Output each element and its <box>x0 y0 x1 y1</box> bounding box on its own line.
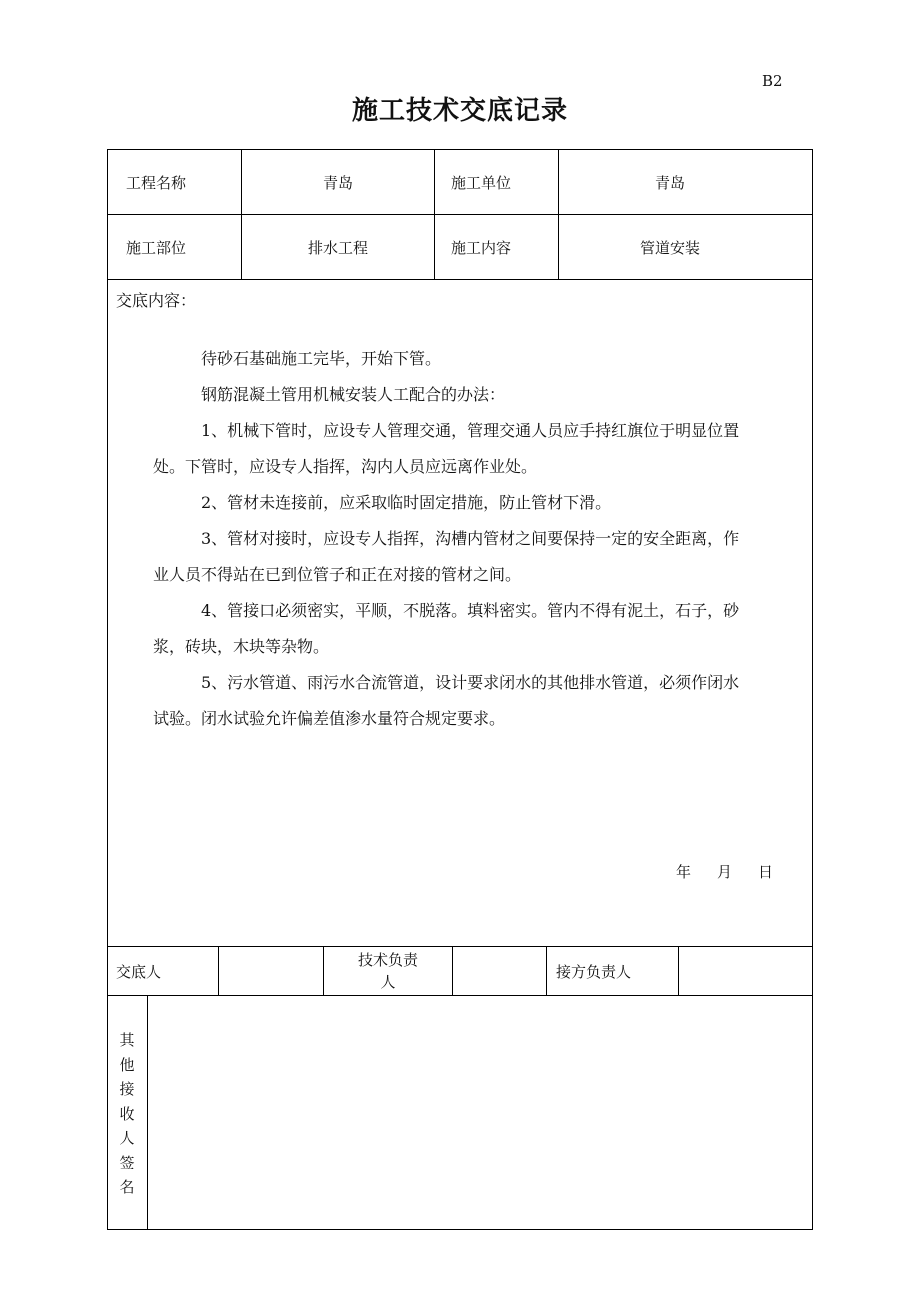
discloser-label: 交底人 <box>116 962 162 981</box>
row-divider <box>107 279 813 280</box>
tech-lead-label <box>324 947 452 995</box>
disclosure-content <box>153 341 753 737</box>
paragraph: 1、机械下管时，应设专人管理交通，管理交通人员应手持红旗位于明显位置处。下管时，应设专人指挥，沟内人员应远离作业处。 <box>153 421 740 476</box>
paragraph: 待砂石基础施工完毕，开始下管。 <box>201 349 442 368</box>
column-divider <box>546 946 547 995</box>
construction-part-value: 排水工程 <box>307 238 368 257</box>
receiver-lead-signature-field[interactable] <box>679 947 812 995</box>
other-receivers-signature-area[interactable] <box>148 996 812 1229</box>
date-day: 日 <box>758 863 774 881</box>
paragraph: 5、污水管道、雨污水合流管道，设计要求闭水的其他排水管道，必须作闭水试验。闭水试验允许偏差值渗水量符合规定要求。 <box>153 673 740 728</box>
label-char: 人 <box>119 1129 135 1147</box>
construction-content-label: 施工内容 <box>451 238 512 257</box>
date-line <box>676 861 773 882</box>
paragraph: 2、管材未连接前，应采取临时固定措施，防止管材下滑。 <box>201 493 612 512</box>
column-divider <box>434 149 435 279</box>
label-char: 接 <box>119 1080 135 1098</box>
construction-unit-label: 施工单位 <box>451 173 512 192</box>
date-month: 月 <box>717 863 733 881</box>
discloser-signature-field[interactable] <box>219 947 323 995</box>
other-receivers-label <box>108 1028 146 1200</box>
document-code: B2 <box>762 72 783 90</box>
paragraph: 钢筋混凝土管用机械安装人工配合的办法： <box>201 385 506 404</box>
label-char: 其 <box>119 1031 135 1049</box>
label-char: 签 <box>119 1153 135 1172</box>
document-title: 施工技术交底记录 <box>351 96 568 126</box>
disclosure-heading: 交底内容： <box>116 291 197 310</box>
receiver-lead-label: 接方负责人 <box>556 962 632 981</box>
paragraph: 4、管接口必须密实，平顺，不脱落。填料密实。管内不得有泥土，石子，砂浆，砖块，木块等杂物。 <box>153 601 740 656</box>
construction-content-value: 管道安装 <box>639 238 700 257</box>
project-name-label: 工程名称 <box>126 173 187 192</box>
label-char: 他 <box>119 1055 135 1074</box>
date-year: 年 <box>676 863 692 881</box>
tech-lead-label-line2: 人 <box>380 973 396 991</box>
tech-lead-signature-field[interactable] <box>453 947 546 995</box>
paragraph: 3、管材对接时，应设专人指挥，沟槽内管材之间要保持一定的安全距离，作业人员不得站在已到位管子和正在对接的管材之间。 <box>153 529 740 584</box>
tech-lead-label-line1: 技术负责 <box>357 951 418 969</box>
project-name-value: 青岛 <box>322 173 353 192</box>
construction-unit-value: 青岛 <box>654 173 685 192</box>
label-char: 名 <box>119 1178 135 1196</box>
construction-part-label: 施工部位 <box>126 238 187 257</box>
label-char: 收 <box>119 1104 135 1123</box>
